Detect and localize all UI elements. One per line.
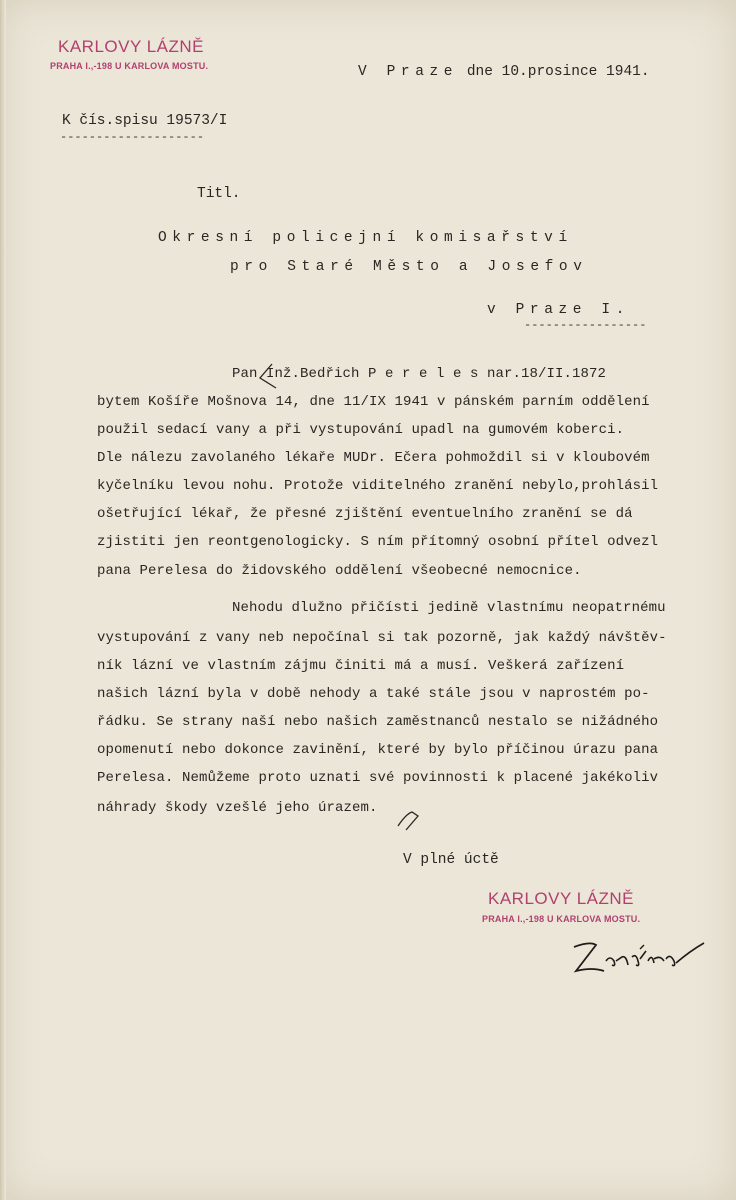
- addressee-underline: -----------------: [524, 318, 647, 332]
- body-line-8: pana Perelesa do židovského oddělení všeobecné nemocnice.: [97, 563, 582, 579]
- closing-mark: [396, 806, 426, 834]
- closing-stamp-address: PRAHA I.,-198 U KARLOVA MOSTU.: [482, 914, 641, 924]
- addressee-line-3: v Praze I.: [487, 302, 631, 318]
- place: V Praze: [358, 64, 459, 80]
- date: dne 10.prosince 1941.: [466, 64, 650, 80]
- reference-number: K čís.spisu 19573/I: [62, 113, 228, 129]
- body-line-14: opomenutí nebo dokonce zavinění, které by bylo příčinou úrazu pana: [97, 742, 659, 758]
- body-line-6: ošetřující lékař, že přesné zjištění eventuelního zranění se dá: [97, 506, 633, 522]
- body-line-1: Pan Inž.Bedřich P e r e l e s nar.18/II.1872: [232, 366, 607, 382]
- body-line-5: kyčelníku levou nohu. Protože viditelného zranění nebylo,prohlásil: [97, 478, 659, 494]
- body-line-15: Perelesa. Nemůžeme proto uznati své povinnosti k placené jakékoliv: [97, 770, 659, 786]
- body-line-2: bytem Košíře Mošnova 14, dne 11/IX 1941 v pánském parním oddělení: [97, 394, 650, 410]
- signature: [566, 935, 711, 987]
- paper-edge: [0, 0, 6, 1200]
- body-line-10: vystupování z vany neb nepočínal si tak pozorně, jak každý návštěv-: [97, 630, 667, 646]
- body-line-4: Dle nálezu zavolaného lékaře MUDr. Ečera pohmoždil si v kloubovém: [97, 450, 650, 466]
- addressee-line-1: Okresní policejní komisařství: [158, 230, 573, 246]
- reference-underline: --------------------: [60, 130, 205, 144]
- salutation: Titl.: [197, 186, 241, 202]
- place-date: [358, 64, 650, 80]
- insertion-mark: [252, 362, 282, 392]
- body-line-3: použil sedací vany a při vystupování upadl na gumovém koberci.: [97, 422, 625, 438]
- header-stamp-name: KARLOVY LÁZNĚ: [58, 37, 205, 56]
- closing-stamp-name: KARLOVY LÁZNĚ: [488, 889, 635, 908]
- body-line-11: ník lázní ve vlastním zájmu činiti má a musí. Veškerá zařízení: [97, 658, 625, 674]
- body-line-7: zjistiti jen reontgenologicky. S ním přítomný osobní přítel odvezl: [97, 534, 659, 550]
- header-stamp-address: PRAHA I.,-198 U KARLOVA MOSTU.: [50, 61, 209, 71]
- addressee-line-2: pro Staré Město a Josefov: [230, 259, 588, 275]
- body-line-16: náhrady škody vzešlé jeho úrazem.: [97, 800, 378, 816]
- body-line-13: řádku. Se strany naší nebo našich zaměstnanců nestalo se nižádného: [97, 714, 659, 730]
- body-line-9: Nehodu dlužno přičísti jedině vlastnímu neopatrnému: [232, 600, 666, 616]
- body-line-12: našich lázní byla v době nehody a také stále jsou v naprostém po-: [97, 686, 650, 702]
- closing-text: V plné úctě: [403, 852, 499, 868]
